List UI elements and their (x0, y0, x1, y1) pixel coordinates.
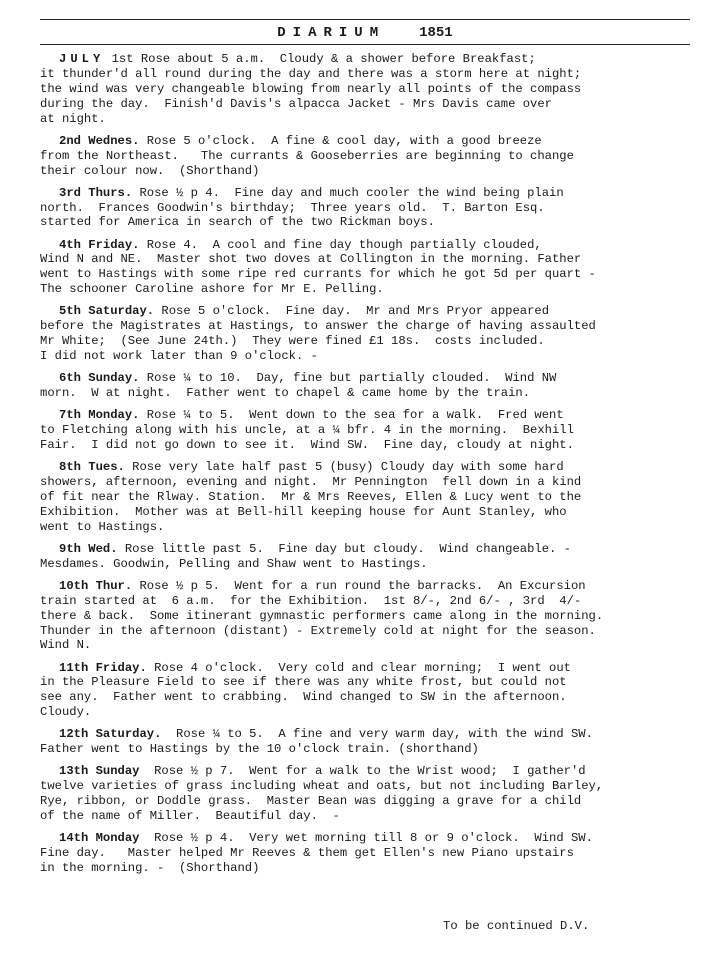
entry-first-line (40, 460, 705, 475)
entry-first-line (40, 134, 705, 149)
diary-entry (40, 52, 705, 127)
entry-first-line (40, 764, 705, 779)
entry-first-line (40, 186, 705, 201)
entry-date: 5th Saturday. (59, 304, 155, 319)
entry-line: went to Hastings with some ripe red currants for which he got 5d per quart - (40, 267, 596, 282)
diary-entry (40, 238, 705, 298)
entry-line: during the day. Finish'd Davis's alpacca Jacket - Mrs Davis came over (40, 96, 552, 111)
entry-line: went to Hastings. (40, 519, 165, 534)
entry-line: their colour now. (Shorthand) (40, 163, 260, 178)
entry-text: Rose ¼ to 10. Day, fine but partially clouded. Wind NW (139, 371, 557, 386)
entry-line: it thunder'd all round during the day and there was a storm here at night; (40, 66, 582, 81)
entry-line: Wind N and NE. Master shot two doves at Collington in the morning. Father (40, 252, 582, 267)
entry-first-line (40, 542, 705, 557)
entry-line: there & back. Some itinerant gymnastic performers came along in the morning. (40, 608, 604, 623)
entry-line: Fair. I did not go down to see it. Wind SW. Fine day, cloudy at night. (40, 437, 574, 452)
entry-text: Rose 4. A cool and fine day though partially clouded, (139, 237, 542, 252)
entry-line: Thunder in the afternoon (distant) - Extremely cold at night for the season. (40, 623, 596, 638)
entry-date: 12th Saturday. (59, 727, 162, 742)
entry-first-line (40, 408, 705, 423)
entry-text: Rose ½ p 7. Went for a walk to the Wrist wood; I gather'd (139, 764, 586, 779)
entry-line: Mr White; (See June 24th.) They were fined £1 18s. costs included. (40, 334, 545, 349)
entry-text: Rose very late half past 5 (busy) Cloudy day with some hard (124, 460, 564, 475)
diary-entry (40, 727, 705, 757)
entry-text: Rose 4 o'clock. Very cold and clear morning; I went out (146, 660, 571, 675)
entry-line: at night. (40, 111, 106, 126)
entry-line: in the Pleasure Field to see if there was any white frost, but could not (40, 675, 567, 690)
entry-line: of the name of Miller. Beautiful day. - (40, 809, 340, 824)
entry-line: Father went to Hastings by the 10 o'clock train. (shorthand) (40, 742, 479, 757)
entry-first-line (40, 304, 705, 319)
entry-date: 3rd Thurs. (59, 185, 133, 200)
entry-line: see any. Father went to crabbing. Wind changed to SW in the afternoon. (40, 690, 567, 705)
page-header (40, 24, 690, 42)
entry-line: showers, afternoon, evening and night. Mr Pennington fell down in a kind (40, 474, 582, 489)
entry-month: JULY (59, 52, 105, 66)
header-bottom-rule (40, 44, 690, 45)
diary-entry (40, 304, 705, 364)
entry-first-line (40, 661, 705, 676)
entry-line: to Fletching along with his uncle, at a ¼ bfr. 4 in the morning. Bexhill (40, 423, 574, 438)
entry-date: 13th Sunday (59, 764, 140, 779)
entry-line: The schooner Caroline ashore for Mr E. Pelling. (40, 282, 384, 297)
entry-date: 6th Sunday. (59, 371, 140, 386)
entry-line: Fine day. Master helped Mr Reeves & them get Ellen's new Piano upstairs (40, 846, 574, 861)
entry-first-line (40, 238, 705, 253)
entry-date: 2nd Wednes. (59, 133, 140, 148)
continuation-note: To be continued D.V. (443, 919, 590, 933)
entry-date: 9th Wed. (59, 541, 118, 556)
diary-entry (40, 831, 705, 876)
diary-entry (40, 371, 705, 401)
entry-text: Rose ½ p 4. Very wet morning till 8 or 9 o'clock. Wind SW. (139, 831, 593, 846)
entry-first-line (40, 831, 705, 846)
diary-entry (40, 186, 705, 231)
entry-text: Rose ¼ to 5. A fine and very warm day, with the wind SW. (161, 727, 593, 742)
entry-date: 8th Tues. (59, 460, 125, 475)
entry-line: before the Magistrates at Hastings, to answer the charge of having assaulted (40, 319, 596, 334)
entry-date: 14th Monday (59, 831, 140, 846)
entry-line: twelve varieties of grass including wheat and oats, but not including Barley, (40, 779, 604, 794)
entry-text: Rose little past 5. Fine day but cloudy. Wind changeable. - (117, 541, 571, 556)
entry-line: from the Northeast. The currants & Gooseberries are beginning to change (40, 148, 574, 163)
diary-entry (40, 661, 705, 721)
entry-first-line (40, 579, 705, 594)
entry-first-line (40, 727, 705, 742)
diary-entry (40, 408, 705, 453)
page-year: 1851 (419, 25, 453, 41)
entry-line: north. Frances Goodwin's birthday; Three years old. T. Barton Esq. (40, 200, 545, 215)
entry-text: 1st Rose about 5 a.m. Cloudy & a shower before Breakfast; (104, 52, 536, 66)
entry-line: morn. W at night. Father went to chapel & came home by the train. (40, 386, 531, 401)
entry-date: 7th Monday. (59, 408, 140, 423)
entry-line: train started at 6 a.m. for the Exhibition. 1st 8/-, 2nd 6/- , 3rd 4/- (40, 593, 582, 608)
entry-line: Rye, ribbon, or Doddle grass. Master Bean was digging a grave for a child (40, 794, 582, 809)
header-top-rule (40, 19, 690, 20)
entry-line: the wind was very changeable blowing from nearly all points of the compass (40, 81, 582, 96)
entry-line: I did not work later than 9 o'clock. - (40, 349, 318, 364)
diary-entries (40, 52, 705, 883)
entry-line: Mesdames. Goodwin, Pelling and Shaw went to Hastings. (40, 556, 428, 571)
entry-first-line (40, 52, 705, 67)
entry-date: 10th Thur. (59, 578, 133, 593)
entry-line: Wind N. (40, 638, 92, 653)
diary-entry (40, 542, 705, 572)
entry-text: Rose 5 o'clock. A fine & cool day, with a good breeze (139, 133, 542, 148)
entry-line: Cloudy. (40, 705, 92, 720)
entry-line: Exhibition. Mother was at Bell-hill keeping house for Aunt Stanley, who (40, 504, 567, 519)
diary-entry (40, 579, 705, 654)
page-title: DIARIUM (277, 25, 386, 41)
entry-date: 4th Friday. (59, 237, 140, 252)
entry-first-line (40, 371, 705, 386)
entry-text: Rose ¼ to 5. Went down to the sea for a walk. Fred went (139, 408, 564, 423)
entry-text: Rose ½ p 4. Fine day and much cooler the wind being plain (132, 185, 564, 200)
entry-line: started for America in search of the two Rickman boys. (40, 215, 435, 230)
entry-text: Rose ½ p 5. Went for a run round the barracks. An Excursion (132, 578, 586, 593)
entry-line: of fit near the Rlway. Station. Mr & Mrs Reeves, Ellen & Lucy went to the (40, 489, 582, 504)
entry-text: Rose 5 o'clock. Fine day. Mr and Mrs Pryor appeared (154, 304, 550, 319)
diary-entry (40, 460, 705, 535)
entry-date: 11th Friday. (59, 660, 147, 675)
diary-entry (40, 764, 705, 824)
entry-line: in the morning. - (Shorthand) (40, 860, 260, 875)
diary-entry (40, 134, 705, 179)
